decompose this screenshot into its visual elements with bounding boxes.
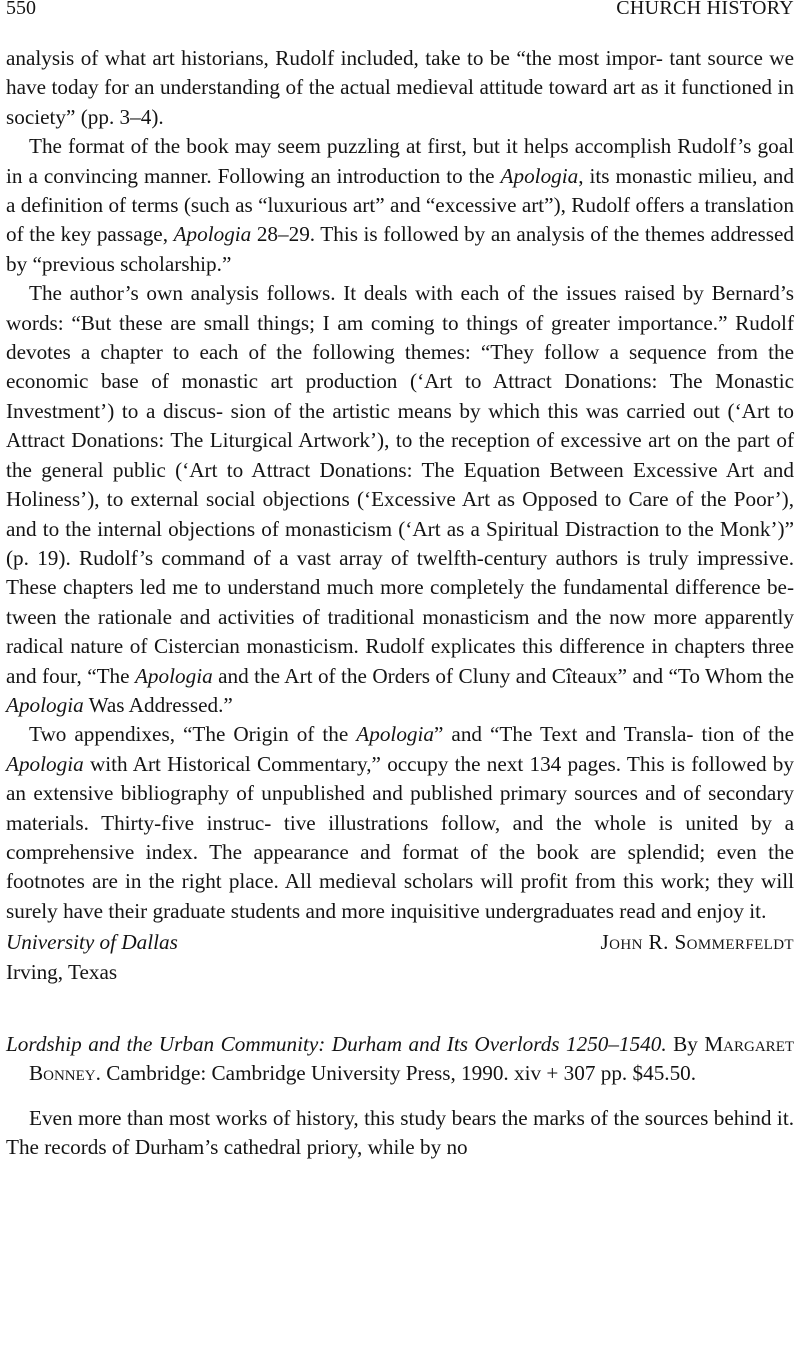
- publication-info: Cambridge: Cambridge University Press, 1990. xiv + 307 pp. $45.50.: [106, 1061, 697, 1086]
- reviewer-signature: [6, 928, 794, 957]
- journal-title: CHURCH HISTORY: [616, 0, 794, 19]
- reviewer-location: Irving, Texas: [6, 959, 118, 984]
- review-2-citation: [6, 1030, 794, 1089]
- review-2-body: [6, 1104, 794, 1163]
- paragraph: analysis of what art historians, Rudolf included, take to be “the most impor- tant source we have today for an understanding of the actual medieval attitude toward art as it functioned in society” (pp. 3–4).: [6, 46, 794, 129]
- running-head: [6, 0, 794, 44]
- by-label: By: [673, 1032, 698, 1056]
- book-title: Lordship and the Urban Community: Durham and Its Overlords 1250–1540.: [6, 1032, 667, 1056]
- paragraph: Two appendixes, “The Origin of the Apologia” and “The Text and Transla- tion of the Apologia with Art Historical Commentary,” occupy the next 134 pages. This is followed by an extensive bibliography of unpublished and published primary sources and of secondary materials. Thirty-five instruc- tive illustrations follow, and the whole is united by a comprehensive index. The appearance and format of the book are splendid; even the footnotes are in the right place. All medieval scholars will profit from this work; they will surely have their graduate students and more inquisitive undergraduates read and enjoy it.: [6, 722, 794, 923]
- page-number: 550: [6, 0, 36, 19]
- journal-page: [6, 0, 794, 1163]
- reviewer-name: John R. Sommerfeldt: [600, 930, 794, 955]
- paragraph: Even more than most works of history, this study bears the marks of the sources behind it. The records of Durham’s cathedral priory, while by no: [6, 1105, 794, 1160]
- paragraph: The format of the book may seem puzzling at first, but it helps accomplish Rudolf’s goal in a convincing manner. Following an introduction to the Apologia, its monastic milieu, and a definition of terms (such as “luxurious art” and “excessive art”), Rudolf offers a translation of the key passage, Apologia 28–29. This is followed by an analysis of the themes addressed by “previous scholarship.”: [6, 134, 795, 276]
- book-author: Margaret Bonney.: [29, 1032, 795, 1086]
- paragraph: The author’s own analysis follows. It deals with each of the issues raised by Bernard’s words: “But these are small things; I am coming to things of greater importance.” Rudolf devotes a chapter to each of the following themes: “They follow a sequence from the economic base of monastic art production (‘Art to Attract Donations: The Monastic Investment’) to a discus- sion of the artistic means by which this was carried out (‘Art to Attract Donations: The Liturgical Artwork’), to the reception of excessive art on the part of the general public (‘Art to Attract Donations: The Equation Between Excessive Art and Holiness’), to external social objections (‘Excessive Art as Opposed to Care of the Poor’), and to the internal objections of monasticism (‘Art as a Spiritual Distraction to the Monk’)” (p. 19). Rudolf’s command of a vast array of twelfth-century authors is truly impressive. These chapters led me to understand much more completely the fundamental difference be- tween the rationale and activities of traditional monasticism and the now more apparently radical nature of Cistercian monasticism. Rudolf explicates this difference in chapters three and four, “The Apologia and the Art of the Orders of Cluny and Cîteaux” and “To Whom the Apologia Was Addressed.”: [6, 281, 794, 717]
- review-1-body: [6, 44, 794, 926]
- reviewer-institution: University of Dallas: [6, 930, 178, 955]
